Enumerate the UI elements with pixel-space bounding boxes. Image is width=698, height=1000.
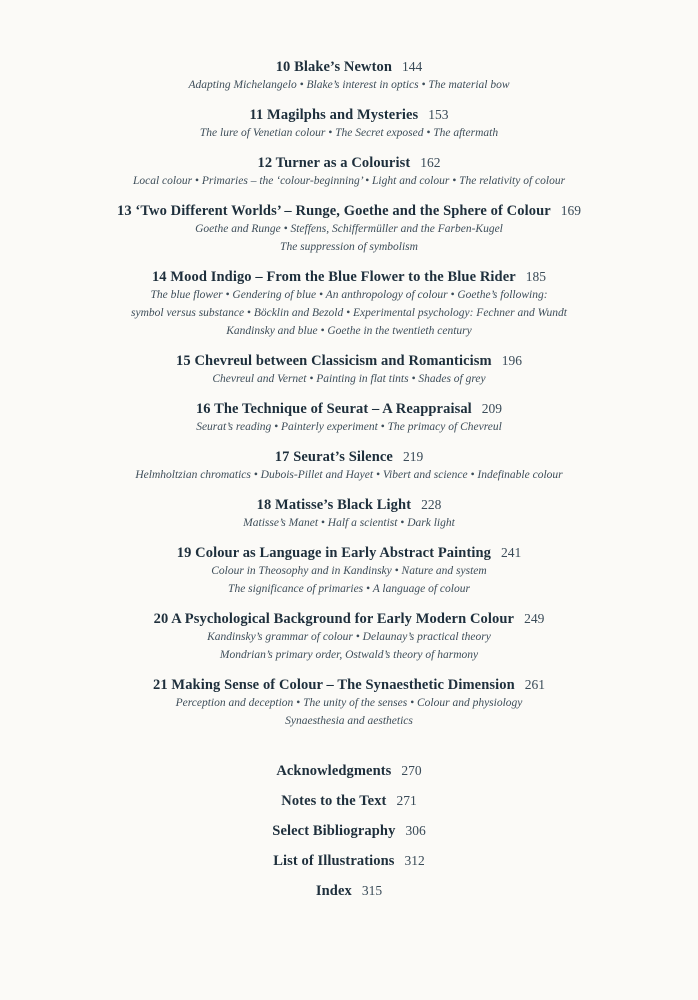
page-number: 162 [420,155,441,170]
backmatter-heading [0,822,698,840]
chapter-title: 19 Colour as Language in Early Abstract Painting [176,545,492,561]
chapter-topics: Seurat’s reading • Painterly experiment • The primacy of Chevreul [196,421,502,433]
toc-entry-ch17 [0,448,698,484]
chapter-topics: The suppression of symbolism [280,241,418,253]
toc-entry-ch21 [0,676,698,730]
chapter-title: 12 Turner as a Colourist [257,155,411,171]
page-number: 219 [402,449,424,464]
page-number: 312 [404,853,425,868]
backmatter-heading [0,792,698,810]
chapter-heading [0,496,698,514]
page-number: 185 [525,269,547,284]
toc-entry-ch19 [0,544,698,598]
chapter-topics: Goethe and Runge • Steffens, Schiffermüller and the Farben-Kugel [195,223,503,235]
backmatter-title: Index [315,883,352,899]
chapter-topics: Synaesthesia and aesthetics [285,715,413,727]
chapter-topics: Kandinsky’s grammar of colour • Delaunay’s practical theory [207,631,491,643]
toc-entry-ch15 [0,352,698,388]
chapter-topics: The lure of Venetian colour • The Secret exposed • The aftermath [199,127,499,139]
chapter-heading [0,154,698,172]
page-number: 209 [481,401,503,416]
chapter-heading [0,106,698,124]
chapter-heading [0,58,698,76]
backmatter-entry-acknowledgments [0,762,698,780]
chapter-topics: Matisse’s Manet • Half a scientist • Dark light [243,517,455,529]
chapter-title: 16 The Technique of Seurat – A Reappraisal [195,401,472,417]
chapter-topics: symbol versus substance • Böcklin and Bezold • Experimental psychology: Fechner and Wundt [130,307,567,319]
backmatter-title: Select Bibliography [272,823,396,839]
chapter-title: 10 Blake’s Newton [275,59,393,75]
backmatter-entry-notes [0,792,698,810]
chapter-title: 18 Matisse’s Black Light [256,497,412,513]
chapter-topics: Helmholtzian chromatics • Dubois-Pillet and Hayet • Vibert and science • Indefinable colour [135,469,563,481]
toc-entry-ch16 [0,400,698,436]
chapter-heading [0,676,698,694]
chapter-heading [0,400,698,418]
backmatter-heading [0,882,698,900]
page-number: 144 [402,59,423,74]
chapter-heading [0,544,698,562]
page-number: 241 [501,545,522,560]
toc-entry-ch10 [0,58,698,94]
chapter-title: 14 Mood Indigo – From the Blue Flower to the Blue Rider [151,269,516,285]
chapter-topics: Kandinsky and blue • Goethe in the twentieth century [226,325,472,337]
backmatter-heading [0,762,698,780]
chapter-topics: Adapting Michelangelo • Blake’s interest in optics • The material bow [188,79,510,91]
chapter-heading [0,610,698,628]
backmatter-entry-index [0,882,698,900]
page-number: 153 [428,107,449,122]
toc-entry-ch11 [0,106,698,142]
page-number: 196 [501,353,522,368]
chapter-heading [0,268,698,286]
backmatter-title: List of Illustrations [273,853,395,869]
backmatter-title: Acknowledgments [276,763,392,779]
chapter-title: 20 A Psychological Background for Early Modern Colour [153,611,515,627]
backmatter-title: Notes to the Text [281,793,387,809]
chapter-topics: Mondrian’s primary order, Ostwald’s theory of harmony [219,649,479,661]
page-number: 249 [524,611,545,626]
page-number: 306 [405,823,426,838]
page-number: 271 [396,793,417,808]
chapter-topics: Local colour • Primaries – the ‘colour-beginning’ • Light and colour • The relativity of colour [132,175,566,187]
toc-entry-ch12 [0,154,698,190]
chapter-title: 15 Chevreul between Classicism and Romanticism [176,353,492,369]
chapter-title: 21 Making Sense of Colour – The Synaesthetic Dimension [152,677,515,693]
toc-entry-ch13 [0,202,698,256]
toc-entry-ch14 [0,268,698,340]
page-number: 169 [560,203,582,218]
chapter-heading [0,202,698,220]
toc-entry-ch18 [0,496,698,532]
chapter-topics: Perception and deception • The unity of the senses • Colour and physiology [175,697,523,709]
table-of-contents [0,58,698,900]
page-number: 270 [401,763,422,778]
chapter-title: 11 Magilphs and Mysteries [249,107,419,123]
toc-entry-ch20 [0,610,698,664]
page-number: 261 [524,677,545,692]
chapter-topics: Chevreul and Vernet • Painting in flat tints • Shades of grey [212,373,486,385]
backmatter-entry-illustrations [0,852,698,870]
chapter-title: 13 ‘Two Different Worlds’ – Runge, Goethe and the Sphere of Colour [116,203,551,219]
chapter-title: 17 Seurat’s Silence [274,449,393,465]
chapter-heading [0,352,698,370]
chapter-topics: The significance of primaries • A language of colour [228,583,470,595]
backmatter-entry-bibliography [0,822,698,840]
chapter-heading [0,448,698,466]
chapter-topics: Colour in Theosophy and in Kandinsky • Nature and system [211,565,487,577]
page-number: 228 [421,497,442,512]
page-number: 315 [361,883,383,898]
backmatter-heading [0,852,698,870]
chapter-topics: The blue flower • Gendering of blue • An anthropology of colour • Goethe’s following: [150,289,548,301]
